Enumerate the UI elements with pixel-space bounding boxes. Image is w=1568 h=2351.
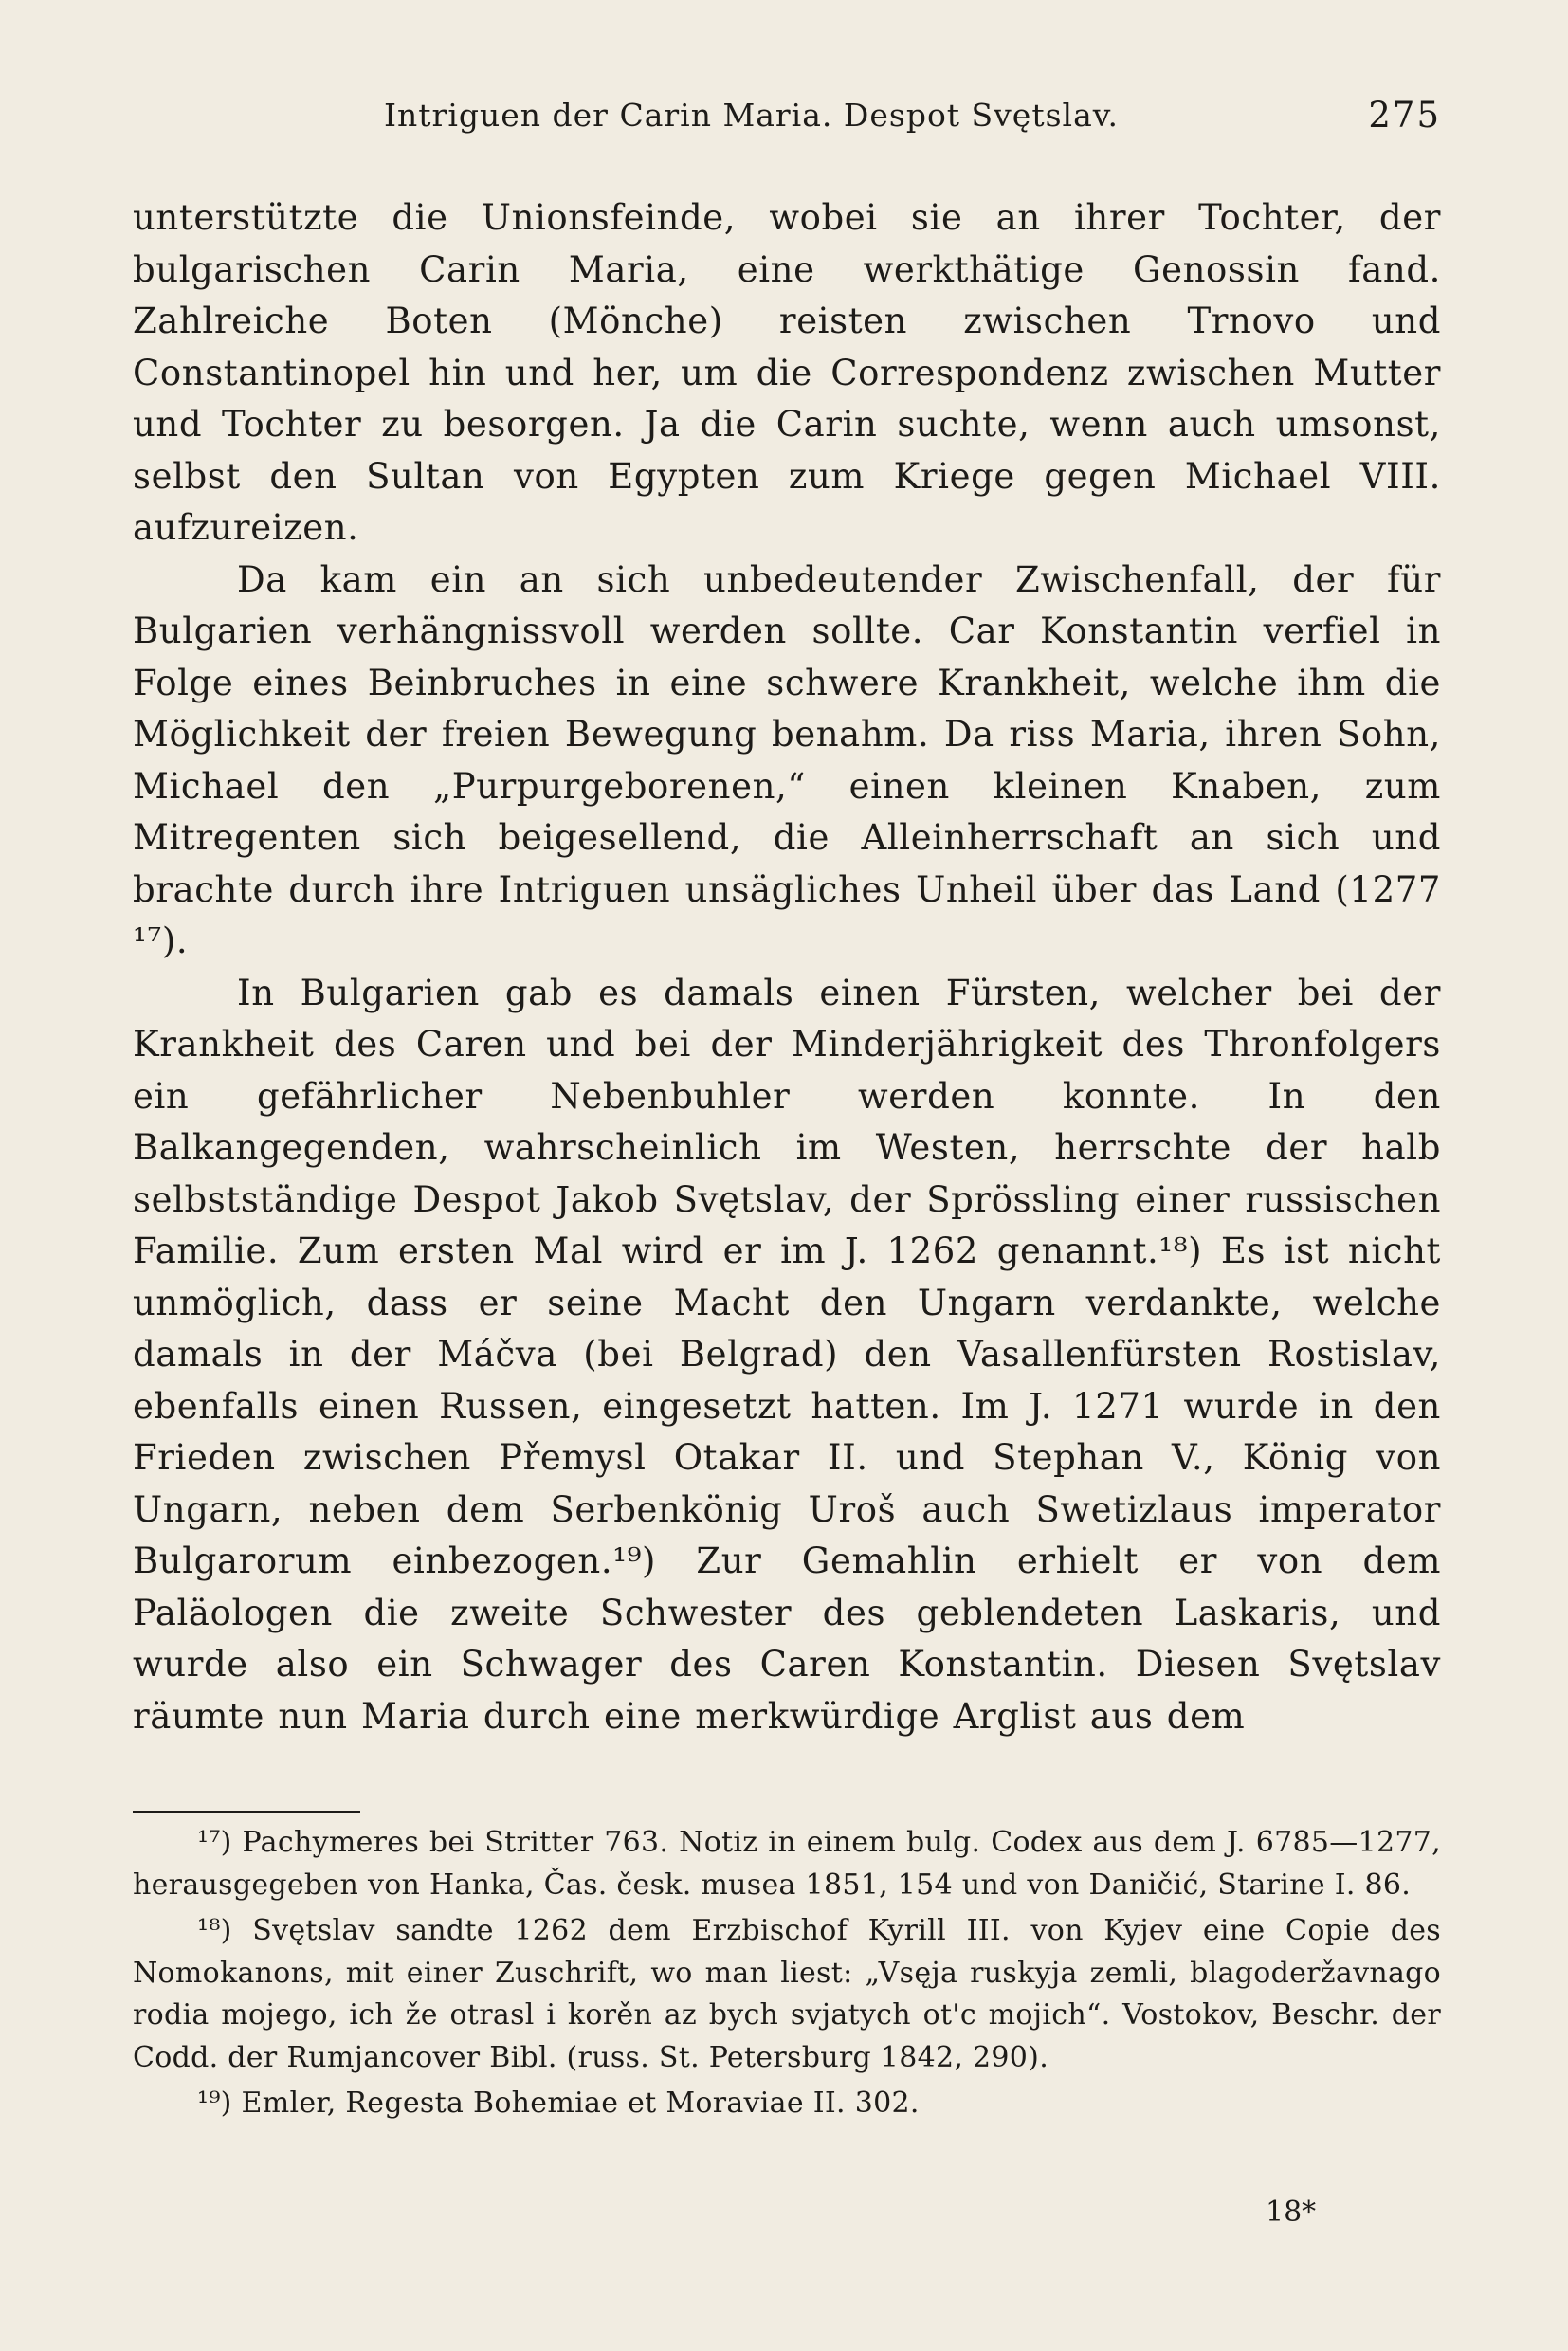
footnotes [133, 1822, 1441, 2129]
paragraph-3: In Bulgarien gab es damals einen Fürsten, welcher bei der Krankheit des Caren und bei der Minderjährigkeit des Thronfolgers ein gefährlicher Nebenbuhler werden konnte. In den Balkangegenden, wahrscheinlich im Westen, herrschte der halb selbstständige Despot Jakob Svętslav, der Sprössling einer russischen Familie. Zum ersten Mal wird er im J. 1262 genannt.¹⁸) Es ist nicht unmöglich, dass er seine Macht den Ungarn verdankte, welche damals in der Máčva (bei Belgrad) den Vasallenfürsten Rostislav, ebenfalls einen Russen, eingesetzt hatten. Im J. 1271 wurde in den Frieden zwischen Přemysl Otakar II. und Stephan V., König von Ungarn, neben dem Serbenkönig Uroš auch Swetizlaus imperator Bulgarorum einbezogen.¹⁹) Zur Gemahlin erhielt er von dem Paläologen die zweite Schwester des geblendeten Laskaris, und wurde also ein Schwager des Caren Konstantin. Diesen Svętslav räumte nun Maria durch eine merkwürdige Arglist aus dem [133, 972, 1441, 1737]
footnote-18: ¹⁸) Svętslav sandte 1262 dem Erzbischof Kyrill III. von Kyjev eine Copie des Nomokanons, mit einer Zuschrift, wo man liest: „Vsęja ruskyja zemli, blagoderžavnago rodia mojego, ich že otrasl i korěn az bych svjatych ot'c mojich“. Vostokov, Beschr. der Codd. der Rumjancover Bibl. (russ. St. Petersburg 1842, 290). [133, 1914, 1441, 2074]
main-text [133, 192, 1441, 1742]
footnote-19: ¹⁹) Emler, Regesta Bohemiae et Moraviae II. 302. [197, 2087, 920, 2120]
paragraph-1: unterstützte die Unionsfeinde, wobei sie an ihrer Tochter, der bulgarischen Carin Maria, eine werkthätige Genossin fand. Zahlreiche Boten (Mönche) reisten zwischen Trnovo und Constantinopel hin und her, um die Correspondenz zwischen Mutter und Tochter zu besorgen. Ja die Carin suchte, wenn auch umsonst, selbst den Sultan von Egypten zum Kriege gegen Michael VIII. aufzureizen. [133, 197, 1441, 548]
page-header [133, 91, 1441, 148]
footnote-divider [133, 1811, 360, 1813]
page-number: 275 [1368, 95, 1441, 136]
sheet-signature: 18* [1266, 2196, 1317, 2229]
paragraph-2: Da kam ein an sich unbedeutender Zwischenfall, der für Bulgarien verhängnissvoll werden sollte. Car Konstantin verfiel in Folge eines Beinbruches in eine schwere Krankheit, welche ihm die Möglichkeit der freien Bewegung benahm. Da riss Maria, ihren Sohn, Michael den „Purpurgeborenen,“ einen kleinen Knaben, zum Mitregenten sich beigesellend, die Alleinherrschaft an sich und brachte durch ihre Intriguen unsägliches Unheil über das Land (1277 ¹⁷). [133, 558, 1441, 961]
running-title: Intriguen der Carin Maria. Despot Svętslav. [384, 97, 1119, 134]
footnote-17: ¹⁷) Pachymeres bei Stritter 763. Notiz in einem bulg. Codex aus dem J. 6785—1277, herausgegeben von Hanka, Čas. česk. musea 1851, 154 und von Daničić, Starine I. 86. [133, 1826, 1441, 1902]
